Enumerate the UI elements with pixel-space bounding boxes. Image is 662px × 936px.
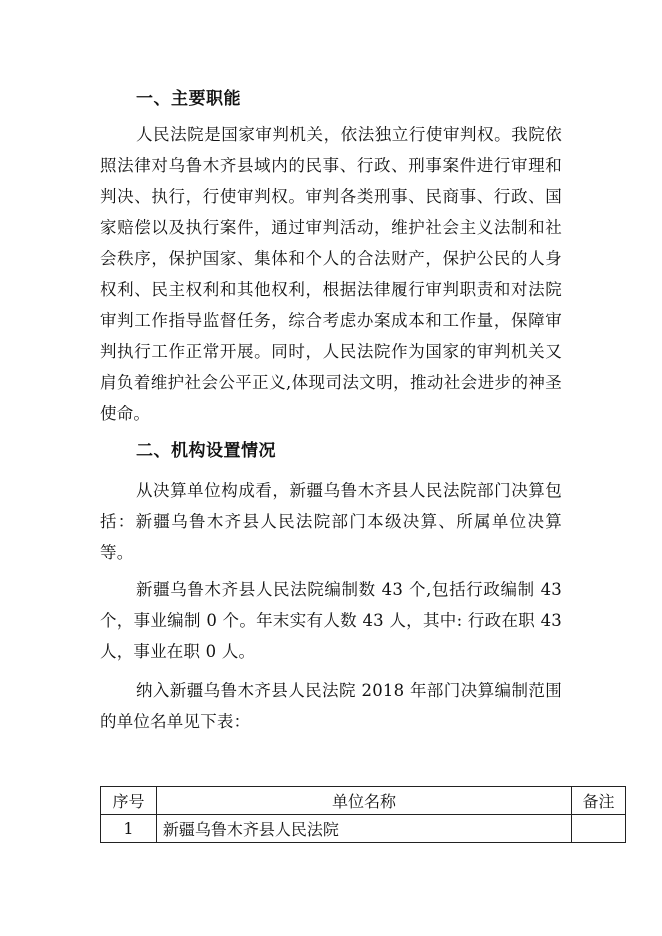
table-row [101, 815, 626, 843]
unit-list-table [100, 786, 626, 843]
cell-index: 1 [101, 815, 157, 843]
cell-unit-name: 新疆乌鲁木齐县人民法院 [156, 815, 571, 843]
section-heading-main-functions: 一、主要职能 [136, 89, 241, 109]
column-header-note: 备注 [572, 787, 626, 815]
main-functions-paragraph: 人民法院是国家审判机关，依法独立行使审判权。我院依照法律对乌鲁木齐县域内的民事、行政、刑事案件进行审理和判决、执行，行使审判权。审判各类刑事、民商事、行政、国家赔偿以及执行案件，通过审判活动，维护社会主义法制和社会秩序，保护国家、集体和个人的合法财产，保护公民的人身权利、民主权利和其他权利，根据法律履行审判职责和对法院审判工作指导监督任务，综合考虑办案成本和工作量，保障审判执行工作正常开展。同时，人民法院作为国家的审判机关又肩负着维护社会公平正义,体现司法文明，推动社会进步的神圣使命。 [100, 125, 562, 423]
organization-paragraph-unit-list-intro: 纳入新疆乌鲁木齐县人民法院 2018 年部门决算编制范围的单位名单见下表： [100, 681, 562, 731]
table-header-row [101, 787, 626, 815]
organization-paragraph-composition: 从决算单位构成看，新疆乌鲁木齐县人民法院部门决算包括：新疆乌鲁木齐县人民法院部门本级决算、所属单位决算等。 [100, 481, 562, 562]
organization-paragraph-staffing: 新疆乌鲁木齐县人民法院编制数 43 个,包括行政编制 43 个，事业编制 0 个。年末实有人数 43 人，其中: 行政在职 43 人，事业在职 0 人。 [100, 580, 562, 661]
section-heading-organization: 二、机构设置情况 [136, 441, 276, 461]
column-header-index: 序号 [101, 787, 157, 815]
column-header-unit-name: 单位名称 [156, 787, 571, 815]
cell-note [572, 815, 626, 843]
